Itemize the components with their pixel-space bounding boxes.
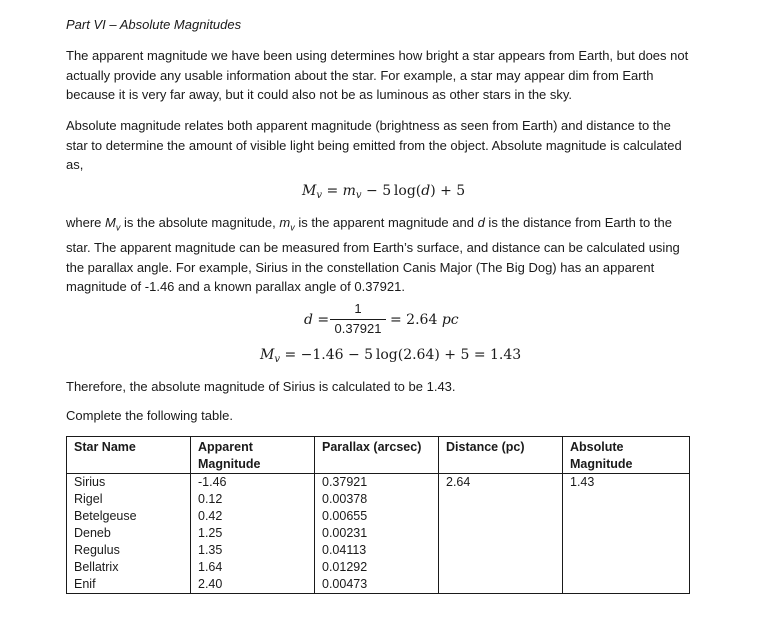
- eq-distance-d: d: [304, 312, 313, 328]
- fraction-denominator: 0.37921: [334, 321, 382, 336]
- cell-apparent-magnitude: 1.35: [191, 542, 315, 559]
- p3-text-e: is the distance from Earth to the star. The apparent magnitude can be measured from Earth’s surface, and distance can be calculated using the parallax angle. For example, Sirius in the constellation Canis Major (The Big Dog) has an apparent magnitude of -1.46 and a known parallax angle of 0.37921.: [66, 215, 680, 295]
- cell-apparent-magnitude: 1.25: [191, 525, 315, 542]
- table-row: [67, 508, 690, 525]
- fraction-numerator: 1: [354, 301, 362, 316]
- cell-apparent-magnitude: 1.64: [191, 559, 315, 576]
- header-absolute-magnitude: Absolute Magnitude: [563, 437, 690, 474]
- cell-distance[interactable]: [439, 542, 563, 559]
- cell-absolute-magnitude[interactable]: [563, 576, 690, 594]
- eq-rhs-sub: v: [355, 190, 362, 201]
- cell-star-name: Rigel: [67, 491, 191, 508]
- eq-distance-result: [390, 312, 459, 328]
- cell-apparent-magnitude: 0.12: [191, 491, 315, 508]
- section-heading: Part VI – Absolute Magnitudes: [66, 17, 242, 32]
- p3-mv2: m: [279, 215, 291, 230]
- header-apparent-magnitude: Apparent Magnitude: [191, 437, 315, 474]
- cell-parallax: 0.01292: [315, 559, 439, 576]
- eq-distance-equals: =: [317, 312, 330, 328]
- cell-apparent-magnitude: 2.40: [191, 576, 315, 594]
- header-star-name: Star Name: [67, 437, 191, 474]
- p3-text-c: is the apparent magnitude and: [294, 215, 478, 230]
- header-parallax: Parallax (arcsec): [315, 437, 439, 474]
- cell-star-name: Deneb: [67, 525, 191, 542]
- cell-absolute-magnitude[interactable]: [563, 559, 690, 576]
- eq-sirius-sub: v: [274, 354, 280, 365]
- cell-distance: 2.64: [439, 474, 563, 492]
- table-row: [67, 576, 690, 594]
- paragraph-instruction: Complete the following table.: [66, 408, 233, 423]
- p3-d: d: [477, 215, 485, 230]
- eq-sirius-rhs: = −1.46 − 5 log(2.64) + 5 = 1.43: [280, 347, 522, 363]
- eq-lhs-sub: v: [316, 190, 322, 201]
- p3-text-a: where: [66, 215, 106, 230]
- cell-distance[interactable]: [439, 491, 563, 508]
- eq-distance-unit: pc: [441, 312, 459, 328]
- cell-absolute-magnitude[interactable]: [563, 491, 690, 508]
- cell-parallax: 0.00231: [315, 525, 439, 542]
- eq-tail: ) + 5: [430, 183, 466, 199]
- p3-text-b: is the absolute magnitude,: [120, 215, 280, 230]
- eq-rhs-m: m: [342, 183, 356, 199]
- cell-distance[interactable]: [439, 508, 563, 525]
- cell-parallax: 0.37921: [315, 474, 439, 492]
- eq-distance-value: = 2.64: [390, 312, 442, 328]
- p3-mv: M: [105, 215, 116, 230]
- header-distance: Distance (pc): [439, 437, 563, 474]
- cell-parallax: 0.00378: [315, 491, 439, 508]
- eq-rest: − 5 log(: [361, 183, 422, 199]
- table-row: [67, 542, 690, 559]
- cell-distance[interactable]: [439, 559, 563, 576]
- cell-absolute-magnitude: 1.43: [563, 474, 690, 492]
- eq-distance-lhs: [304, 312, 329, 328]
- cell-star-name: Bellatrix: [67, 559, 191, 576]
- paragraph-absolute-magnitude: Absolute magnitude relates both apparent magnitude (brightness as seen from Earth) and distance to the star to determine the amount of visible light being emitted from the object. Absolute magnitude is calculated as,: [66, 118, 682, 172]
- eq-sirius-lhs: M: [260, 347, 275, 363]
- cell-parallax: 0.00473: [315, 576, 439, 594]
- cell-distance[interactable]: [439, 576, 563, 594]
- cell-apparent-magnitude: -1.46: [191, 474, 315, 492]
- cell-star-name: Sirius: [67, 474, 191, 492]
- star-table: [66, 436, 690, 594]
- table-row: [67, 474, 690, 492]
- table-row: [67, 525, 690, 542]
- paragraph-where: where $M_v$ is the absolute magnitude, $m_v$ is the apparent magnitude and d is the distance from Earth to the star. The apparent magnitude can be measured from Earth’s surface, and distance can be calculated using the parallax angle. For example, Sirius in the constellation Canis Major (The Big Dog) has an apparent magnitude of -1.46 and a known parallax angle of 0.37921.: [66, 215, 680, 295]
- paragraph-apparent-magnitude: The apparent magnitude we have been using determines how bright a star appears from Earth, but does not actually provide any usable information about the star. For example, a star may appear dim from Earth because it is very far away, but it could also not be as luminous as other stars in the sky.: [66, 48, 689, 102]
- cell-absolute-magnitude[interactable]: [563, 508, 690, 525]
- cell-star-name: Betelgeuse: [67, 508, 191, 525]
- paragraph-therefore: Therefore, the absolute magnitude of Sirius is calculated to be 1.43.: [66, 379, 456, 394]
- equation-absolute-magnitude: $M_v = m_v - 5$ log(d) + 5: [302, 183, 466, 201]
- cell-absolute-magnitude[interactable]: [563, 542, 690, 559]
- table-row: [67, 491, 690, 508]
- cell-parallax: 0.00655: [315, 508, 439, 525]
- eq-lhs: M: [302, 183, 317, 199]
- cell-absolute-magnitude[interactable]: [563, 525, 690, 542]
- cell-distance[interactable]: [439, 525, 563, 542]
- cell-star-name: Enif: [67, 576, 191, 594]
- equation-sirius: [260, 347, 521, 365]
- table-header-row: [67, 437, 690, 474]
- cell-parallax: 0.04113: [315, 542, 439, 559]
- eq-var-d: d: [421, 183, 431, 199]
- cell-star-name: Regulus: [67, 542, 191, 559]
- table-row: [67, 559, 690, 576]
- cell-apparent-magnitude: 0.42: [191, 508, 315, 525]
- fraction-bar: [330, 319, 386, 320]
